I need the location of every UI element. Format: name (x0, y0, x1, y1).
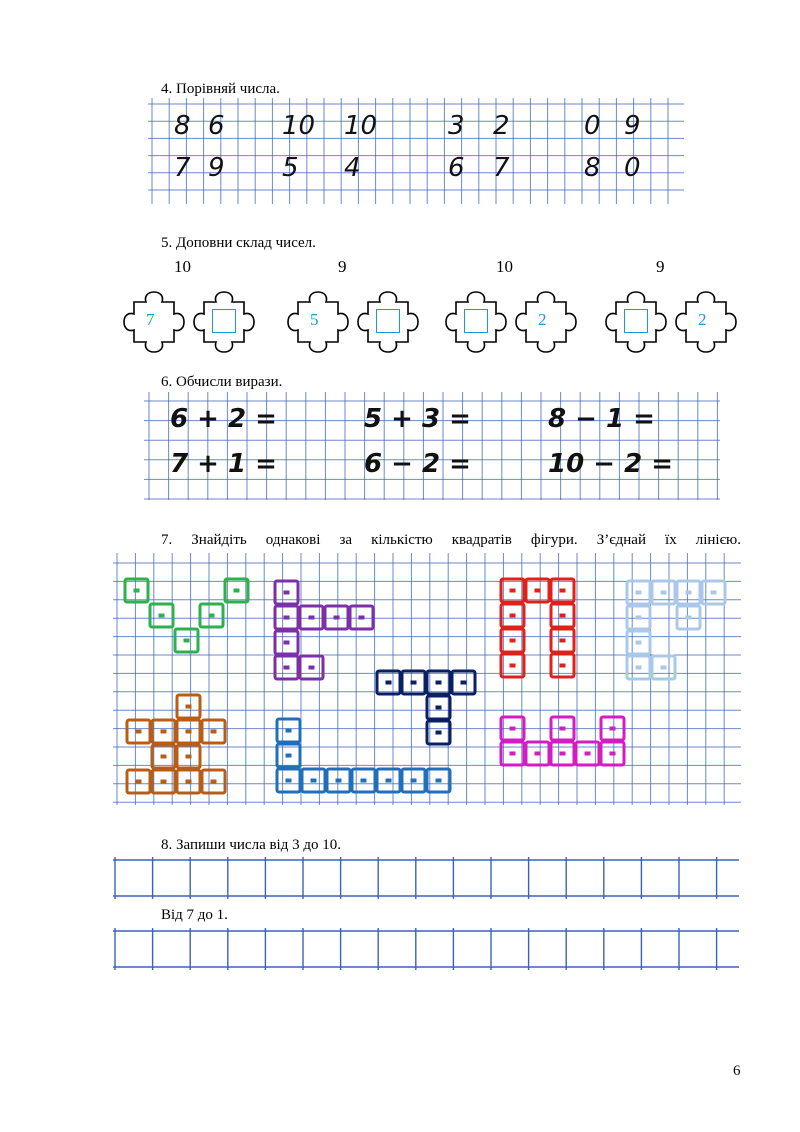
expression: 5 + 3 = (364, 404, 471, 434)
compare-sign-slot[interactable] (466, 115, 486, 141)
compare-sign-slot[interactable] (602, 115, 622, 141)
compare-number-right: 7 (493, 153, 510, 183)
compare-sign-slot[interactable] (192, 157, 212, 183)
puzzle-total: 10 (496, 257, 513, 276)
task5-puzzles (0, 255, 800, 365)
expression: 10 − 2 = (548, 449, 673, 479)
expression-answer-slot[interactable] (476, 451, 516, 481)
expression: 6 − 2 = (364, 449, 471, 479)
compare-number-left: 6 (448, 153, 465, 183)
expression-answer-slot[interactable] (282, 451, 322, 481)
compare-number-right: 4 (344, 153, 361, 183)
puzzle-number: 7 (146, 310, 155, 329)
task6-title: 6. Обчисли вирази. (161, 374, 283, 390)
compare-number-right: 6 (208, 111, 225, 141)
puzzle-total: 10 (174, 257, 191, 276)
figure-5[interactable] (377, 671, 475, 744)
compare-number-left: 0 (584, 111, 601, 141)
task4-answers (148, 98, 684, 204)
puzzle-number: 5 (310, 310, 319, 329)
figure-2[interactable] (275, 581, 373, 679)
figure-6[interactable] (127, 695, 225, 793)
compare-sign-slot[interactable] (300, 115, 320, 141)
compare-number-left: 8 (174, 111, 191, 141)
task8-grid-2[interactable] (113, 926, 739, 972)
expression-answer-slot[interactable] (660, 451, 700, 481)
compare-number-left: 8 (584, 153, 601, 183)
compare-sign-slot[interactable] (300, 157, 320, 183)
compare-sign-slot[interactable] (466, 157, 486, 183)
figure-8[interactable] (501, 717, 624, 765)
task6-expressions (144, 392, 720, 500)
figure-1[interactable] (125, 579, 248, 652)
figure-7[interactable] (277, 719, 450, 792)
compare-number-left: 3 (448, 111, 465, 141)
expression: 6 + 2 = (170, 404, 277, 434)
compare-number-right: 10 (344, 111, 378, 141)
compare-number-right: 0 (624, 153, 641, 183)
puzzle-answer-box[interactable] (212, 309, 236, 333)
compare-number-left: 5 (282, 153, 299, 183)
expression: 8 − 1 = (548, 404, 655, 434)
puzzle-answer-box[interactable] (376, 309, 400, 333)
task4-title: 4. Порівняй числа. (161, 81, 280, 97)
expression-answer-slot[interactable] (282, 406, 322, 436)
puzzle-number: 2 (698, 310, 707, 329)
compare-number-left: 10 (282, 111, 316, 141)
figure-3[interactable] (501, 579, 574, 677)
compare-sign-slot[interactable] (192, 115, 212, 141)
puzzle-number: 2 (538, 310, 547, 329)
compare-number-right: 9 (624, 111, 641, 141)
compare-sign-slot[interactable] (602, 157, 622, 183)
page-number: 6 (733, 1063, 741, 1079)
task5-title: 5. Доповни склад чисел. (161, 235, 316, 251)
expression-answer-slot[interactable] (476, 406, 516, 436)
puzzle-total: 9 (338, 257, 347, 276)
task8-title: 8. Запиши числа від 3 до 10. (161, 837, 341, 853)
task7-title: 7. Знайдіть однакові за кількістю квадратів фігури. З’єднай їх лінією. (161, 532, 741, 548)
task8-grid-1[interactable] (113, 855, 739, 901)
expression-answer-slot[interactable] (660, 406, 700, 436)
compare-number-right: 9 (208, 153, 225, 183)
figure-4[interactable] (627, 581, 725, 679)
puzzle-answer-box[interactable] (464, 309, 488, 333)
compare-number-left: 7 (174, 153, 191, 183)
compare-number-right: 2 (493, 111, 510, 141)
puzzle-answer-box[interactable] (624, 309, 648, 333)
puzzle-total: 9 (656, 257, 665, 276)
expression: 7 + 1 = (170, 449, 277, 479)
task8-subtitle: Від 7 до 1. (161, 907, 228, 923)
task7-figures (113, 553, 741, 805)
